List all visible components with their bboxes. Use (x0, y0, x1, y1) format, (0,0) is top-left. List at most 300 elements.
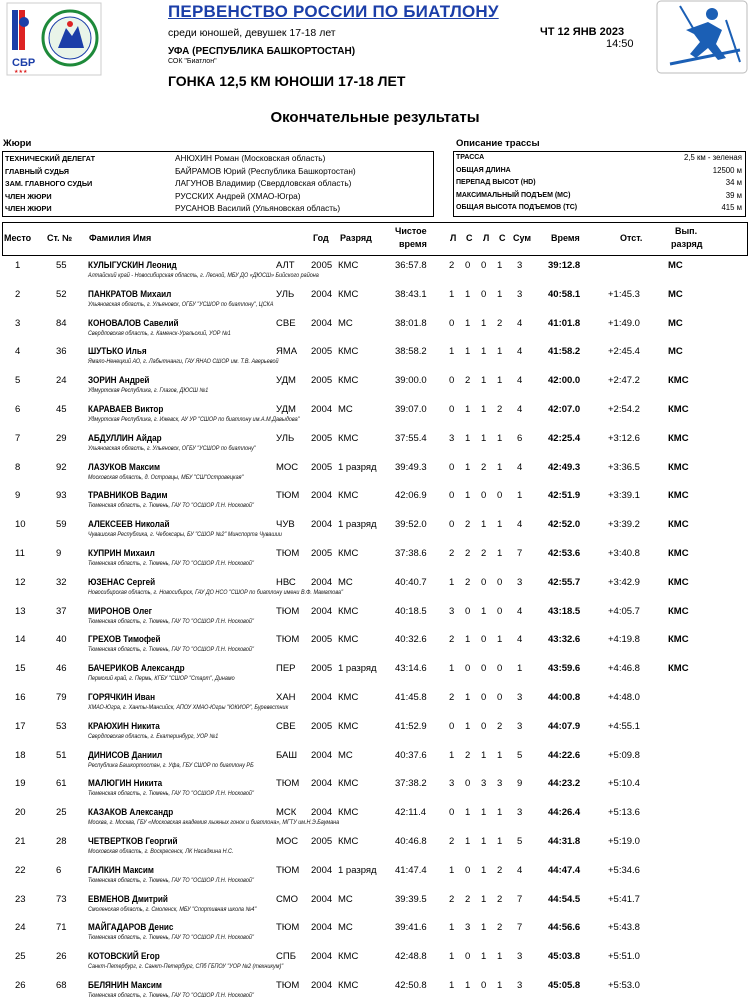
result-rank: МС (338, 893, 353, 905)
result-club: Московская область, д. Островцы, МБУ "СШ"Островецкая" (88, 473, 244, 481)
result-shooting-4: 1 (497, 807, 503, 819)
result-club: Тюменская область, г. Тюмень, ГАУ ТО "ОСШОР Л.Н. Носковой" (88, 646, 254, 654)
result-rank: КМС (338, 605, 359, 617)
result-place: 5 (15, 375, 21, 387)
result-row (0, 574, 750, 603)
result-club: Тюменская область, г. Тюмень, ГАУ ТО "ОСШОР Л.Н. Носковой" (88, 560, 254, 567)
result-behind: +1:45.3 (608, 288, 640, 300)
result-shooting-1: 1 (449, 576, 455, 588)
jury-name: АНЮХИН Роман (Московская область) (175, 153, 326, 163)
result-row (0, 948, 750, 977)
result-name: КАЗАКОВ Александр (88, 807, 174, 819)
result-region: ТЮМ (276, 605, 300, 617)
result-sum: 7 (517, 922, 523, 934)
result-shooting-1: 0 (449, 519, 455, 531)
result-behind: +5:13.6 (608, 807, 640, 819)
result-region: ТЮМ (276, 548, 300, 559)
col-category-2: разряд (671, 239, 703, 249)
result-net-time: 41:52.9 (395, 720, 427, 732)
result-row (0, 833, 750, 862)
track-row (454, 203, 745, 216)
result-shooting-2: 1 (465, 490, 471, 502)
result-shooting-3: 1 (481, 922, 487, 934)
result-behind: +4:46.8 (608, 663, 640, 675)
result-time: 44:31.8 (548, 836, 581, 847)
result-year: 2004 (311, 922, 333, 934)
result-category: КМС (668, 576, 689, 588)
result-behind: +1:49.0 (608, 317, 640, 329)
result-place: 20 (15, 807, 26, 819)
result-shooting-2: 0 (465, 951, 471, 963)
result-net-time: 39:52.0 (395, 519, 427, 531)
result-category: МС (668, 317, 683, 329)
result-shooting-1: 3 (449, 605, 455, 617)
track-key: ОБЩАЯ ДЛИНА (456, 166, 511, 174)
result-shooting-3: 1 (481, 432, 487, 444)
result-shooting-2: 2 (465, 375, 471, 387)
result-sum: 4 (517, 864, 523, 876)
result-region: УДМ (276, 404, 296, 415)
col-sum: Сум (513, 233, 532, 243)
result-bib: 68 (56, 980, 67, 991)
result-net-time: 39:41.6 (395, 922, 427, 934)
result-bib: 92 (56, 461, 67, 473)
result-category: МС (668, 288, 683, 300)
result-place: 17 (15, 720, 26, 732)
result-region: ЯМА (276, 346, 298, 358)
result-category: МС (668, 260, 683, 271)
result-shooting-1: 0 (449, 461, 455, 473)
result-row (0, 286, 750, 315)
result-time: 40:58.1 (548, 288, 581, 300)
result-place: 8 (15, 461, 21, 473)
result-club: Республика Башкортостан, г. Уфа, ГБУ СШОР по биатлону РБ (88, 761, 254, 769)
jury-role: ЗАМ. ГЛАВНОГО СУДЬИ (5, 179, 93, 189)
result-net-time: 42:48.8 (395, 951, 427, 963)
result-rank: 1 разряд (338, 519, 377, 531)
result-region: ТЮМ (276, 634, 300, 646)
result-bib: 32 (56, 576, 67, 588)
jury-role: ЧЛЕН ЖЮРИ (5, 191, 52, 201)
result-region: УЛЬ (276, 288, 295, 300)
col-s2: С (499, 233, 506, 243)
result-net-time: 43:14.6 (395, 663, 427, 675)
result-place: 25 (15, 951, 26, 963)
race-title: ГОНКА 12,5 КМ ЮНОШИ 17-18 ЛЕТ (168, 73, 406, 89)
result-row (0, 631, 750, 660)
result-behind: +5:34.6 (608, 864, 640, 876)
result-time: 44:54.5 (548, 893, 581, 905)
result-year: 2005 (311, 836, 333, 847)
result-region: МСК (276, 807, 297, 819)
result-place: 23 (15, 893, 26, 905)
result-time: 42:07.0 (548, 404, 581, 415)
result-club: Свердловская область, г. Каменск-Уральский, УОР №1 (88, 329, 231, 337)
result-shooting-3: 1 (481, 346, 487, 358)
result-shooting-3: 1 (481, 893, 487, 905)
result-shooting-3: 0 (481, 634, 487, 646)
jury-row (3, 166, 433, 179)
result-sum: 4 (517, 404, 523, 415)
result-year: 2004 (311, 288, 333, 300)
result-bib: 46 (56, 663, 67, 675)
result-behind: +5:19.0 (608, 836, 640, 847)
result-name: ТРАВНИКОВ Вадим (88, 490, 168, 502)
result-time: 42:25.4 (548, 432, 581, 444)
result-name: БЕЛЯНИН Максим (88, 980, 162, 991)
result-shooting-4: 2 (497, 893, 503, 905)
result-behind: +3:12.6 (608, 432, 640, 444)
result-shooting-1: 0 (449, 404, 455, 415)
result-row (0, 315, 750, 344)
result-row (0, 430, 750, 459)
result-behind: +3:42.9 (608, 576, 640, 588)
result-bib: 28 (56, 836, 67, 847)
track-key: МАКСИМАЛЬНЫЙ ПОДЪЕМ (MC) (456, 191, 571, 199)
track-value: 34 м (725, 178, 742, 188)
jury-heading: Жюри (3, 138, 32, 149)
result-shooting-1: 2 (449, 548, 455, 559)
result-behind: +5:51.0 (608, 951, 640, 963)
result-place: 1 (15, 260, 21, 271)
result-place: 24 (15, 922, 26, 934)
result-shooting-2: 1 (465, 634, 471, 646)
result-row (0, 603, 750, 632)
result-time: 42:49.3 (548, 461, 581, 473)
result-region: МОС (276, 461, 299, 473)
result-time: 41:58.2 (548, 346, 581, 358)
result-shooting-1: 2 (449, 836, 455, 847)
result-row (0, 919, 750, 948)
result-shooting-3: 1 (481, 317, 487, 329)
result-bib: 84 (56, 317, 67, 329)
result-place: 4 (15, 346, 21, 358)
result-region: СВЕ (276, 720, 296, 732)
result-year: 2004 (311, 807, 333, 819)
jury-role: ТЕХНИЧЕСКИЙ ДЕЛЕГАТ (5, 154, 96, 163)
result-shooting-1: 3 (449, 778, 455, 790)
result-shooting-2: 1 (465, 692, 471, 703)
result-bib: 36 (56, 346, 67, 358)
result-year: 2004 (311, 749, 333, 761)
result-row (0, 372, 750, 401)
result-sum: 3 (517, 951, 523, 963)
result-shooting-2: 1 (465, 346, 471, 358)
result-place: 12 (15, 576, 26, 588)
result-behind: +5:10.4 (608, 778, 640, 790)
result-shooting-2: 1 (465, 980, 471, 991)
result-club: Московская область, г. Воскресенск, ЛК Насадкина Н.С. (88, 848, 234, 855)
result-shooting-4: 0 (497, 663, 503, 675)
result-behind: +2:45.4 (608, 346, 640, 358)
result-year: 2004 (311, 519, 333, 531)
result-region: ХАН (276, 692, 296, 703)
result-behind: +4:19.8 (608, 634, 640, 646)
result-shooting-4: 1 (497, 288, 503, 300)
result-bib: 53 (56, 720, 67, 732)
col-category-1: Вып. (675, 226, 698, 236)
result-name: АБДУЛЛИН Айдар (88, 432, 162, 444)
result-time: 44:00.8 (548, 692, 581, 703)
col-name: Фамилия Имя (89, 233, 152, 243)
result-region: БАШ (276, 749, 298, 761)
result-shooting-2: 2 (465, 519, 471, 531)
result-year: 2005 (311, 346, 333, 358)
result-name: ЕВМЕНОВ Дмитрий (88, 893, 168, 905)
result-shooting-2: 0 (465, 864, 471, 876)
result-place: 10 (15, 519, 26, 531)
result-shooting-2: 1 (465, 317, 471, 329)
result-net-time: 41:45.8 (395, 692, 427, 703)
result-rank: МС (338, 317, 353, 329)
result-name: МИРОНОВ Олег (88, 605, 153, 617)
result-time: 44:23.2 (548, 778, 581, 790)
result-rank: КМС (338, 346, 359, 358)
result-row (0, 747, 750, 776)
result-net-time: 42:11.4 (395, 807, 426, 819)
result-row (0, 862, 750, 891)
result-net-time: 40:37.6 (395, 749, 427, 761)
jury-name: РУСАНОВ Василий (Ульяновская область) (175, 203, 341, 214)
track-key: ОБЩАЯ ВЫСОТА ПОДЪЕМОВ (TC) (456, 204, 578, 212)
result-bib: 25 (56, 807, 67, 819)
result-time: 43:18.5 (548, 605, 581, 617)
event-time: 14:50 (606, 38, 634, 50)
result-sum: 3 (517, 807, 523, 819)
result-sum: 4 (517, 375, 523, 387)
result-shooting-3: 1 (481, 864, 487, 876)
result-rank: КМС (338, 951, 359, 963)
result-club: Тюменская область, г. Тюмень, ГАУ ТО "ОСШОР Л.Н. Носковой" (88, 617, 254, 625)
result-year: 2005 (311, 634, 333, 646)
result-bib: 71 (56, 922, 67, 934)
result-club: Тюменская область, г. Тюмень, ГАУ ТО "ОСШОР Л.Н. Носковой" (88, 992, 254, 999)
result-sum: 3 (517, 576, 523, 588)
sbr-logo-text: СБР (12, 57, 36, 69)
result-year: 2004 (311, 490, 333, 502)
result-club: Удмуртская Республика, г. Глазов, ДЮСШ №1 (88, 387, 209, 395)
result-sum: 1 (517, 663, 523, 675)
result-bib: 24 (56, 375, 67, 387)
result-net-time: 37:55.4 (395, 432, 427, 444)
jury-row (3, 153, 433, 166)
result-year: 2005 (311, 720, 333, 732)
result-shooting-3: 0 (481, 692, 487, 703)
col-rank: Разряд (340, 233, 372, 243)
result-shooting-2: 2 (465, 548, 471, 559)
result-name: КАРАВАЕВ Виктор (88, 404, 164, 415)
result-name: МАЛЮГИН Никита (88, 778, 163, 790)
result-rank: КМС (338, 288, 359, 300)
result-club: Чувашская Республика, г. Чебоксары, БУ "СШОР №2" Минспорта Чувашии (88, 531, 282, 539)
track-value: 415 м (721, 203, 742, 213)
result-rank: МС (338, 749, 353, 761)
result-rank: МС (338, 922, 353, 934)
result-shooting-1: 1 (449, 663, 455, 675)
col-bib: Ст. № (47, 233, 73, 243)
result-place: 15 (15, 663, 26, 675)
result-region: УЛЬ (276, 432, 295, 444)
result-time: 44:47.4 (548, 864, 581, 876)
result-time: 44:07.9 (548, 720, 581, 732)
result-row (0, 660, 750, 689)
result-shooting-3: 1 (481, 951, 487, 963)
result-place: 6 (15, 404, 21, 415)
result-net-time: 39:39.5 (395, 893, 427, 905)
result-behind: +3:36.5 (608, 461, 640, 473)
result-behind: +5:41.7 (608, 893, 640, 905)
result-category: КМС (668, 461, 689, 473)
result-year: 2004 (311, 778, 333, 790)
result-shooting-3: 0 (481, 720, 487, 732)
jury-table (2, 151, 434, 217)
result-shooting-4: 2 (497, 922, 503, 934)
result-bib: 37 (56, 605, 67, 617)
result-rank: КМС (338, 260, 359, 271)
result-row (0, 343, 750, 372)
result-shooting-1: 1 (449, 922, 455, 934)
jury-row (3, 191, 433, 204)
result-region: СПБ (276, 951, 296, 963)
result-shooting-2: 2 (465, 893, 471, 905)
result-year: 2005 (311, 461, 333, 473)
result-shooting-2: 1 (465, 836, 471, 847)
result-rank: КМС (338, 634, 359, 646)
result-row (0, 487, 750, 516)
result-time: 44:26.4 (548, 807, 581, 819)
result-time: 44:22.6 (548, 749, 581, 761)
result-shooting-1: 2 (449, 692, 455, 703)
result-shooting-3: 0 (481, 260, 487, 271)
result-shooting-3: 2 (481, 461, 487, 473)
result-net-time: 37:38.2 (395, 778, 427, 790)
result-shooting-4: 1 (497, 951, 503, 963)
result-year: 2004 (311, 893, 333, 905)
result-shooting-3: 0 (481, 576, 487, 588)
result-shooting-4: 1 (497, 346, 503, 358)
result-behind: +5:43.8 (608, 922, 640, 934)
result-shooting-4: 1 (497, 980, 503, 991)
result-shooting-4: 0 (497, 490, 503, 502)
result-club: Тюменская область, г. Тюмень, ГАУ ТО "ОСШОР Л.Н. Носковой" (88, 934, 254, 942)
result-bib: 59 (56, 519, 67, 531)
result-place: 13 (15, 605, 26, 617)
result-bib: 9 (56, 548, 62, 559)
result-place: 19 (15, 778, 26, 790)
result-club: Тюменская область, г. Тюмень, ГАУ ТО "ОСШОР Л.Н. Носковой" (88, 876, 254, 884)
result-bib: 55 (56, 260, 67, 271)
result-behind: +3:39.1 (608, 490, 640, 502)
result-name: ЗОРИН Андрей (88, 375, 150, 387)
result-shooting-4: 3 (497, 778, 503, 790)
result-time: 42:53.6 (548, 548, 581, 559)
result-sum: 7 (517, 893, 523, 905)
result-year: 2004 (311, 980, 333, 991)
result-year: 2004 (311, 951, 333, 963)
result-shooting-4: 0 (497, 605, 503, 617)
result-category: МС (668, 346, 683, 358)
result-net-time: 38:58.2 (395, 346, 427, 358)
result-rank: 1 разряд (338, 864, 377, 876)
result-shooting-4: 0 (497, 692, 503, 703)
result-behind: +2:54.2 (608, 404, 640, 415)
track-row (454, 191, 745, 204)
result-shooting-4: 2 (497, 720, 503, 732)
result-shooting-3: 1 (481, 375, 487, 387)
result-time: 45:05.8 (548, 980, 581, 991)
result-bib: 29 (56, 432, 67, 444)
result-shooting-2: 0 (465, 778, 471, 790)
result-sum: 3 (517, 692, 523, 703)
result-club: Пермский край, г. Пермь, КГБУ "СШОР "Старт", Динамо (88, 675, 235, 683)
result-category: КМС (668, 432, 689, 444)
result-net-time: 40:46.8 (395, 836, 427, 847)
result-rank: КМС (338, 548, 359, 559)
event-date: ЧТ 12 ЯНВ 2023 (540, 26, 625, 38)
result-category: КМС (668, 519, 689, 531)
result-region: НВС (276, 576, 296, 588)
result-sum: 4 (517, 634, 523, 646)
result-time: 42:51.9 (548, 490, 581, 502)
result-name: ЧЕТВЕРТКОВ Георгий (88, 836, 178, 847)
result-category: КМС (668, 634, 689, 646)
result-shooting-1: 0 (449, 807, 455, 819)
result-year: 2005 (311, 548, 333, 559)
result-behind: +2:47.2 (608, 375, 640, 387)
col-s1: С (466, 233, 473, 243)
result-name: ДИНИСОВ Даниил (88, 749, 163, 761)
result-shooting-4: 1 (497, 634, 503, 646)
result-shooting-4: 2 (497, 317, 503, 329)
result-place: 18 (15, 749, 26, 761)
result-net-time: 40:32.6 (395, 634, 427, 646)
result-time: 42:55.7 (548, 576, 581, 588)
result-place: 11 (15, 548, 25, 559)
result-shooting-1: 0 (449, 720, 455, 732)
result-shooting-1: 0 (449, 490, 455, 502)
result-shooting-4: 1 (497, 519, 503, 531)
track-value: 2,5 км - зеленая (683, 153, 742, 162)
result-shooting-4: 1 (497, 260, 503, 271)
result-region: ПЕР (276, 663, 296, 675)
result-club: Тюменская область, г. Тюмень, ГАУ ТО "ОСШОР Л.Н. Носковой" (88, 790, 254, 798)
result-year: 2004 (311, 404, 333, 415)
result-club: Тюменская область, г. Тюмень, ГАУ ТО "ОСШОР Л.Н. Носковой" (88, 502, 254, 510)
result-behind: +4:48.0 (608, 692, 640, 703)
result-sum: 6 (517, 432, 523, 444)
result-bib: 79 (56, 692, 67, 703)
result-region: СМО (276, 893, 299, 905)
col-year: Год (313, 233, 329, 243)
result-shooting-4: 1 (497, 375, 503, 387)
result-name: ПАНКРАТОВ Михаил (88, 288, 172, 300)
result-sum: 5 (517, 836, 523, 847)
result-time: 45:03.8 (548, 951, 581, 963)
result-shooting-4: 1 (497, 461, 503, 473)
result-region: УДМ (276, 375, 296, 387)
result-year: 2004 (311, 692, 333, 703)
result-rank: КМС (338, 432, 359, 444)
result-row (0, 257, 750, 286)
result-shooting-1: 1 (449, 288, 455, 300)
result-row (0, 718, 750, 747)
result-net-time: 38:01.8 (395, 317, 427, 329)
col-net-time-1: Чистое (395, 226, 427, 236)
result-name: ГОРЯЧКИН Иван (88, 692, 156, 703)
result-bib: 45 (56, 404, 67, 415)
result-sum: 3 (517, 288, 523, 300)
result-shooting-2: 1 (465, 288, 471, 300)
